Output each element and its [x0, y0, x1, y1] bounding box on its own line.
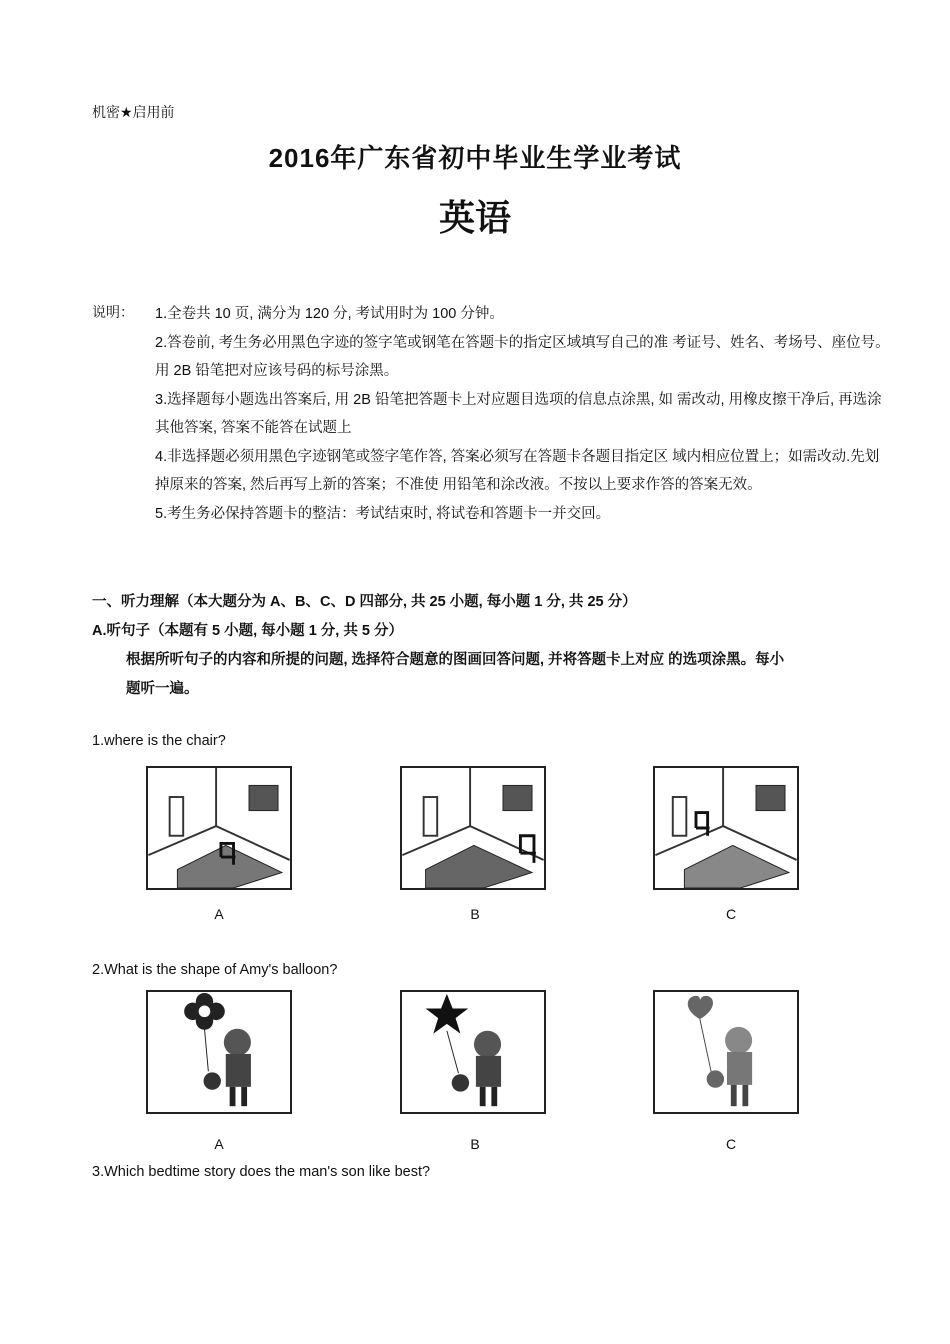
girl-icon	[224, 1029, 251, 1106]
room-picture-a	[146, 766, 292, 890]
question-1: 1.where is the chair?	[92, 733, 226, 749]
room-illustration	[655, 768, 797, 888]
exam-subject: 英语	[438, 197, 511, 239]
note-item: 2.答卷前, 考生务必用黑色字迹的签字笔或钢笔在答题卡的指定区域填写自己的准 考证号、姓名、考场号、座位号。用 2B 铅笔把对应该号码的标号涂黑。	[155, 334, 890, 379]
door-icon	[170, 797, 184, 836]
teddy-bear-icon	[452, 1074, 469, 1091]
girl-illustration	[402, 992, 544, 1112]
room-illustration	[402, 768, 544, 888]
part-a-heading: A.听句子（本题有 5 小题, 每小题 1 分, 共 5 分）	[92, 623, 403, 639]
balloon-picture-c	[653, 990, 799, 1114]
room-picture-c	[653, 766, 799, 890]
room-picture-b	[400, 766, 546, 890]
heart-balloon-icon	[688, 996, 713, 1019]
notes-list	[155, 300, 890, 528]
girl-illustration	[655, 992, 797, 1112]
fireplace-icon	[756, 785, 785, 810]
balloon-picture-b	[400, 990, 546, 1114]
question-2: 2.What is the shape of Amy's balloon?	[92, 962, 338, 978]
girl-illustration	[148, 992, 290, 1112]
notes-label: 说明：	[92, 304, 134, 320]
option-label: C	[725, 1136, 737, 1152]
note-item: 3.选择题每小题选出答案后, 用 2B 铅笔把答题卡上对应题目选项的信息点涂黑, 如 需改动, 用橡皮擦干净后, 再选涂其他答案, 答案不能答在试题上	[155, 391, 882, 436]
rug-icon	[426, 845, 532, 888]
option-label: B	[470, 906, 480, 922]
rug-icon	[177, 845, 282, 888]
confidential-label: 机密★启用前	[92, 104, 175, 120]
teddy-bear-icon	[707, 1070, 724, 1087]
flower-balloon-icon	[184, 993, 225, 1030]
question-3: 3.Which bedtime story does the man's son like best?	[92, 1164, 431, 1180]
door-icon	[424, 797, 438, 836]
note-item: 4.非选择题必须用黑色字迹钢笔或签字笔作答, 答案必须写在答题卡各题目指定区 域内相应位置上；如需改动.先划掉原来的答案, 然后再写上新的答案；不准使 用铅笔和涂改液。不按以上要求作答的答案无效。	[155, 448, 880, 493]
girl-icon	[725, 1027, 752, 1106]
room-illustration	[148, 768, 290, 888]
option-label: C	[725, 906, 737, 922]
note-item: 5.考生务必保持答题卡的整洁：考试结束时, 将试卷和答题卡一并交回。	[155, 505, 611, 522]
option-label: A	[214, 1136, 224, 1152]
door-icon	[673, 797, 687, 836]
star-balloon-icon	[426, 994, 469, 1034]
fireplace-icon	[503, 785, 532, 810]
fireplace-icon	[249, 785, 278, 810]
instruction-line: 根据所听句子的内容和所提的问题, 选择符合题意的图画回答问题, 并将答题卡上对应 的选项涂黑。每小	[126, 652, 785, 668]
balloon-picture-a	[146, 990, 292, 1114]
note-item: 1.全卷共 10 页, 满分为 120 分, 考试用时为 100 分钟。	[155, 306, 504, 322]
section-heading: 一、听力理解（本大题分为 A、B、C、D 四部分, 共 25 小题, 每小题 1 分, 共 25 分）	[92, 594, 637, 610]
instruction-line: 题听一遍。	[126, 681, 199, 697]
option-label: B	[470, 1136, 480, 1152]
teddy-bear-icon	[204, 1072, 221, 1089]
girl-icon	[474, 1031, 501, 1106]
option-label: A	[214, 906, 224, 922]
chair-icon	[696, 813, 710, 836]
exam-title: 2016年广东省初中毕业生学业考试	[268, 143, 682, 173]
part-a-instruction	[92, 646, 872, 704]
rug-icon	[684, 845, 789, 888]
